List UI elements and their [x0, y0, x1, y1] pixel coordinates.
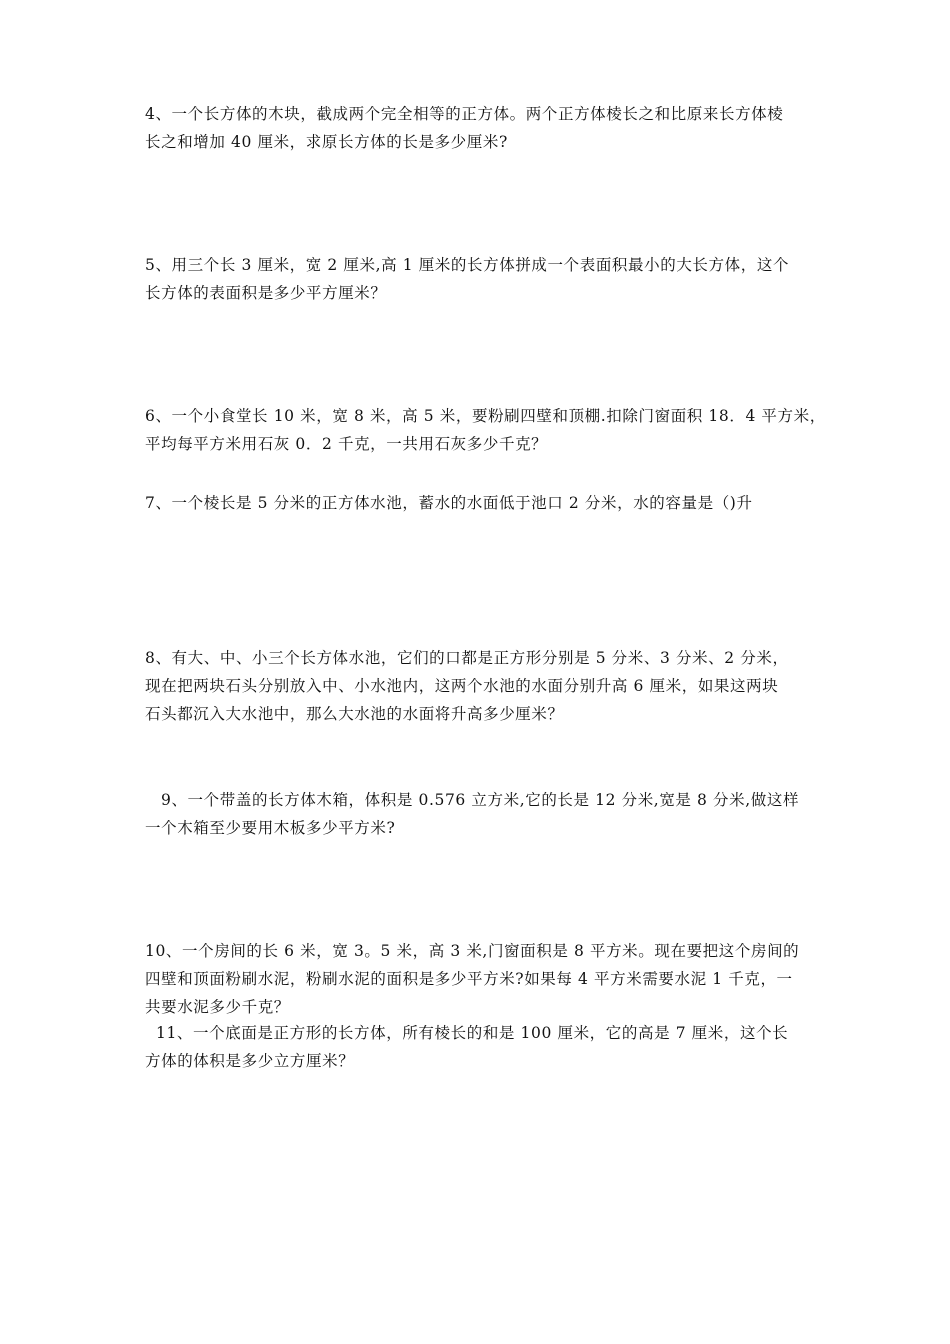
problem-7-line-1: 7、一个棱长是 5 分米的正方体水池，蓄水的水面低于池口 2 分米，水的容量是（)升	[145, 494, 753, 512]
problem-11-line-2: 方体的体积是多少立方厘米？	[145, 1052, 355, 1070]
problem-7	[145, 489, 817, 517]
problem-6-line-2: 平均每平方米用石灰 0．2 千克，一共用石灰多少千克？	[145, 435, 548, 453]
problem-8-line-1: 8、有大、中、小三个长方体水池，它们的口都是正方形分别是 5 分米、3 分米、2 分米，	[145, 649, 789, 667]
problem-5	[145, 251, 817, 307]
problem-10-line-1: 10、一个房间的长 6 米，宽 3。5 米，高 3 米,门窗面积是 8 平方米。现在要把这个房间的	[145, 942, 800, 960]
problem-9	[145, 786, 817, 842]
problem-11-line-1: 11、一个底面是正方形的长方体，所有棱长的和是 100 厘米，它的高是 7 厘米，这个长	[156, 1024, 789, 1042]
problem-8-line-3: 石头都沉入大水池中，那么大水池的水面将升高多少厘米？	[145, 705, 564, 723]
problem-8	[145, 644, 817, 728]
problem-10	[145, 937, 817, 1021]
problem-9-line-1: 9、一个带盖的长方体木箱，体积是 0.576 立方米,它的长是 12 分米,宽是 8 分米,做这样	[161, 791, 800, 809]
problem-10-line-2: 四壁和顶面粉刷水泥，粉刷水泥的面积是多少平方米?如果每 4 平方米需要水泥 1 千克，一	[145, 970, 793, 988]
problem-4	[145, 100, 817, 156]
problem-8-line-2: 现在把两块石头分别放入中、小水池内，这两个水池的水面分别升高 6 厘米，如果这两块	[145, 677, 779, 695]
problem-10-line-3: 共要水泥多少千克？	[145, 998, 290, 1016]
problem-5-line-2: 长方体的表面积是多少平方厘米？	[145, 284, 387, 302]
problem-6	[145, 402, 826, 458]
problem-6-line-1: 6、一个小食堂长 10 米，宽 8 米，高 5 米，要粉刷四壁和顶棚.扣除门窗面积 18．4 平方米，	[145, 407, 826, 425]
problem-5-line-1: 5、用三个长 3 厘米，宽 2 厘米,高 1 厘米的长方体拼成一个表面积最小的大长方体，这个	[145, 256, 790, 274]
problem-9-line-2: 一个木箱至少要用木板多少平方米?	[145, 819, 396, 837]
problem-11	[145, 1019, 817, 1075]
problem-4-line-2: 长之和增加 40 厘米，求原长方体的长是多少厘米?	[145, 133, 508, 151]
problem-4-line-1: 4、一个长方体的木块，截成两个完全相等的正方体。两个正方体棱长之和比原来长方体棱	[145, 105, 784, 123]
